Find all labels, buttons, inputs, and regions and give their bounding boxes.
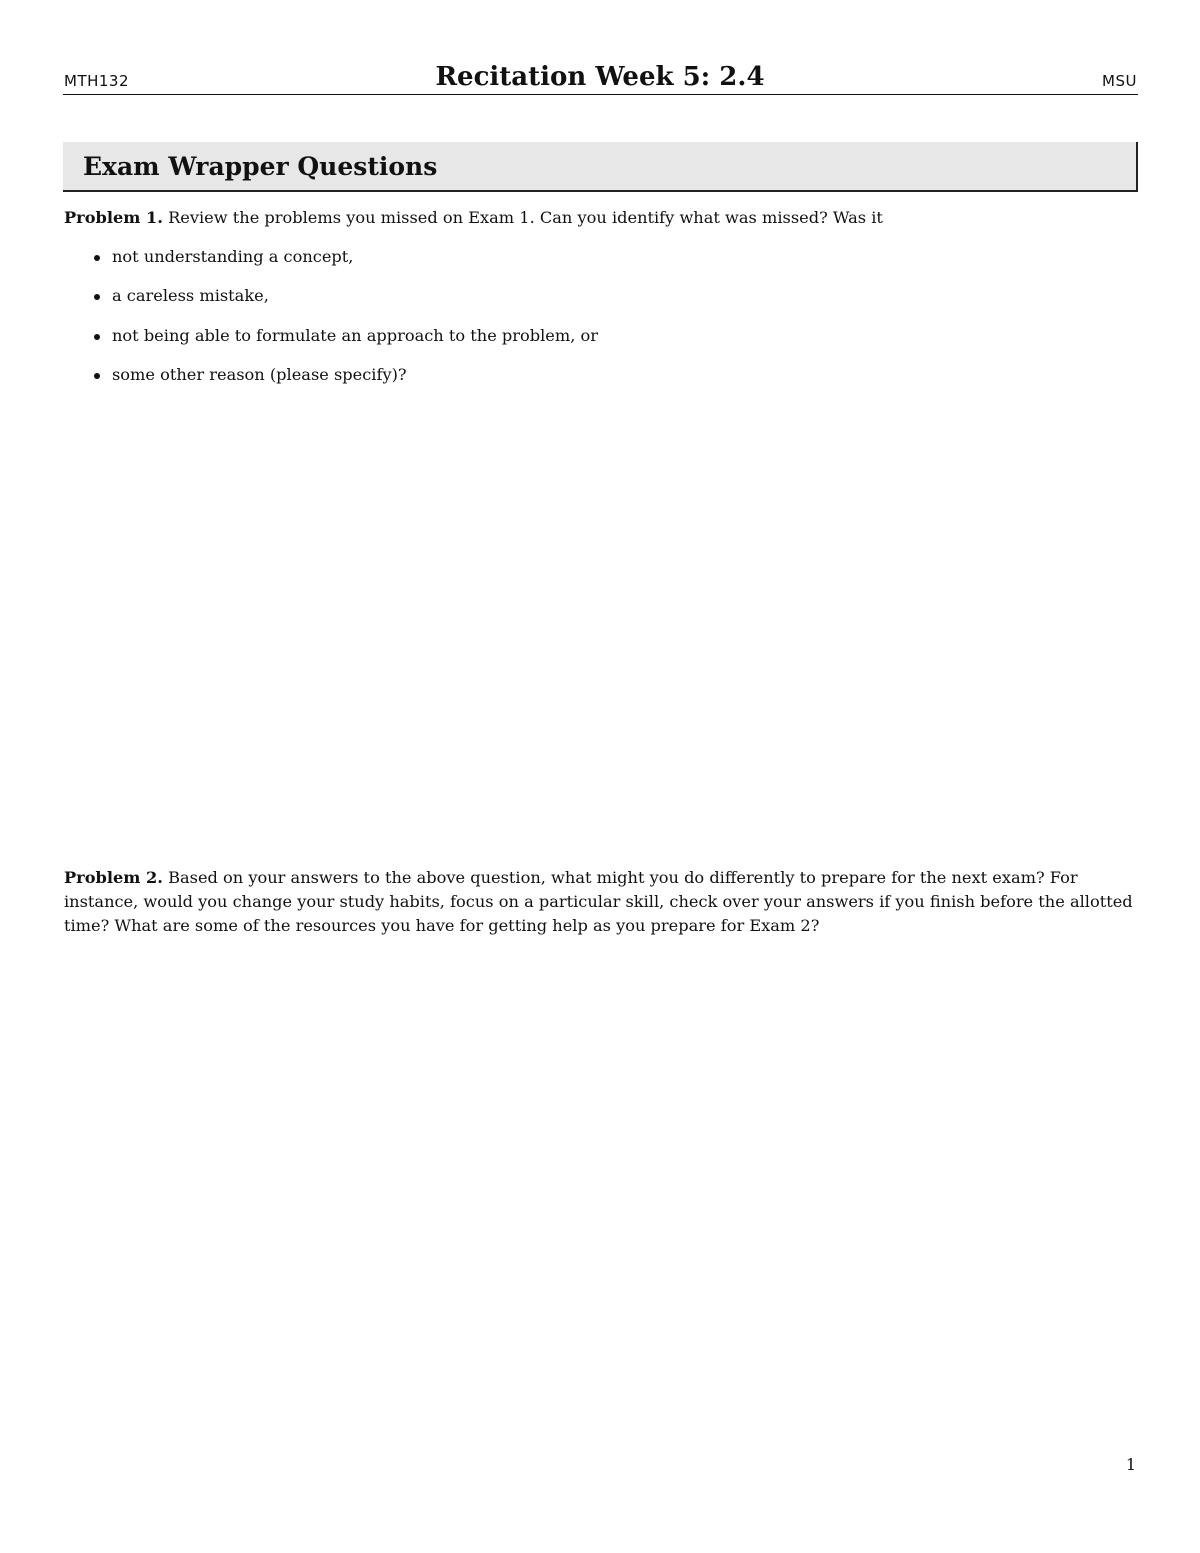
section-heading-box bbox=[63, 142, 1138, 192]
list-item-text: some other reason (please specify)? bbox=[112, 364, 407, 384]
list-item bbox=[92, 323, 598, 362]
problem-1 bbox=[64, 206, 1139, 230]
page-number: 1 bbox=[1125, 1455, 1136, 1474]
problem-1-label: Problem 1. bbox=[64, 208, 163, 227]
problem-1-options-list bbox=[92, 244, 598, 401]
bullet-icon bbox=[94, 255, 100, 261]
problem-2 bbox=[64, 866, 1139, 938]
list-item-text: not being able to formulate an approach to the problem, or bbox=[112, 325, 599, 345]
institution-name: MSU bbox=[1102, 72, 1137, 90]
problem-2-label: Problem 2. bbox=[64, 868, 163, 887]
list-item-text: not understanding a concept, bbox=[112, 247, 354, 266]
list-item bbox=[92, 244, 598, 283]
header-rule bbox=[63, 94, 1138, 95]
section-title: Exam Wrapper Questions bbox=[83, 152, 438, 181]
page-title: Recitation Week 5: 2.4 bbox=[435, 62, 765, 92]
problem-2-text: Based on your answers to the above question, what might you do differently to prepare for the next exam? For instance, would you change your study habits, focus on a particular skill, check over your answers if you finish before the allotted time? What are some of the resources you have for getting help as you prepare for Exam 2? bbox=[64, 868, 1133, 935]
course-code: MTH132 bbox=[64, 72, 130, 90]
list-item bbox=[92, 283, 598, 322]
bullet-icon bbox=[94, 373, 100, 379]
problem-1-text: Review the problems you missed on Exam 1. Can you identify what was missed? Was it bbox=[168, 208, 883, 227]
list-item bbox=[92, 362, 598, 401]
bullet-icon bbox=[94, 334, 100, 340]
list-item-text: a careless mistake, bbox=[112, 286, 269, 306]
bullet-icon bbox=[94, 294, 100, 300]
